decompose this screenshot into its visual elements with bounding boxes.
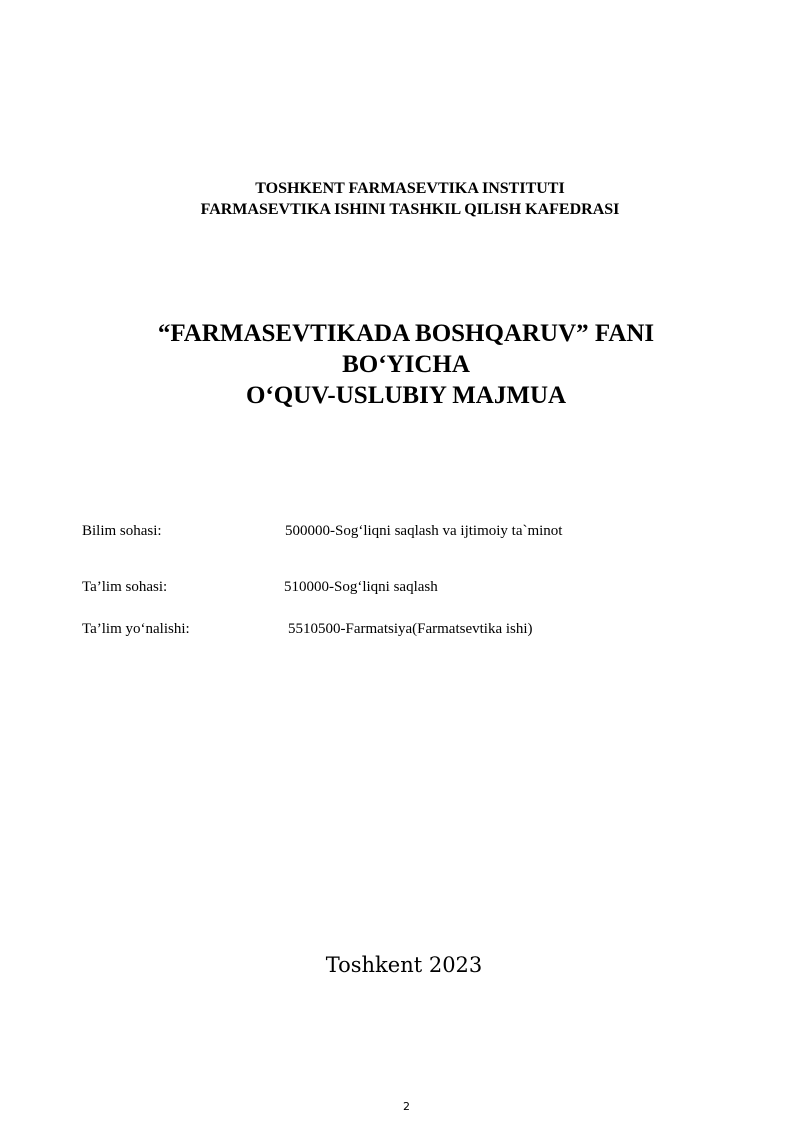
title-line-2: BO‘YICHA: [342, 351, 470, 378]
info-label: Bilim sohasi:: [82, 523, 162, 539]
document-title: [0, 318, 800, 411]
title-line-1: “FARMASEVTIKADA BOSHQARUV” FANI: [157, 320, 655, 347]
info-label: Ta’lim yo‘nalishi:: [82, 621, 190, 637]
department-name: FARMASEVTIKA ISHINI TASHKIL QILISH KAFEDRASI: [200, 201, 620, 218]
info-value: 510000-Sog‘liqni saqlash: [284, 579, 438, 595]
institute-name: TOSHKENT FARMASEVTIKA INSTITUTI: [255, 180, 565, 197]
institution-header: [0, 178, 800, 220]
city-year: Toshkent 2023: [325, 953, 483, 977]
page-number: 2: [403, 1100, 410, 1113]
info-value: 5510500-Farmatsiya(Farmatsevtika ishi): [288, 621, 533, 637]
title-line-3: O‘QUV-USLUBIY MAJMUA: [245, 382, 567, 409]
info-label: Ta’lim sohasi:: [82, 579, 168, 595]
info-value: 500000-Sog‘liqni saqlash va ijtimoiy ta`minot: [285, 523, 563, 539]
